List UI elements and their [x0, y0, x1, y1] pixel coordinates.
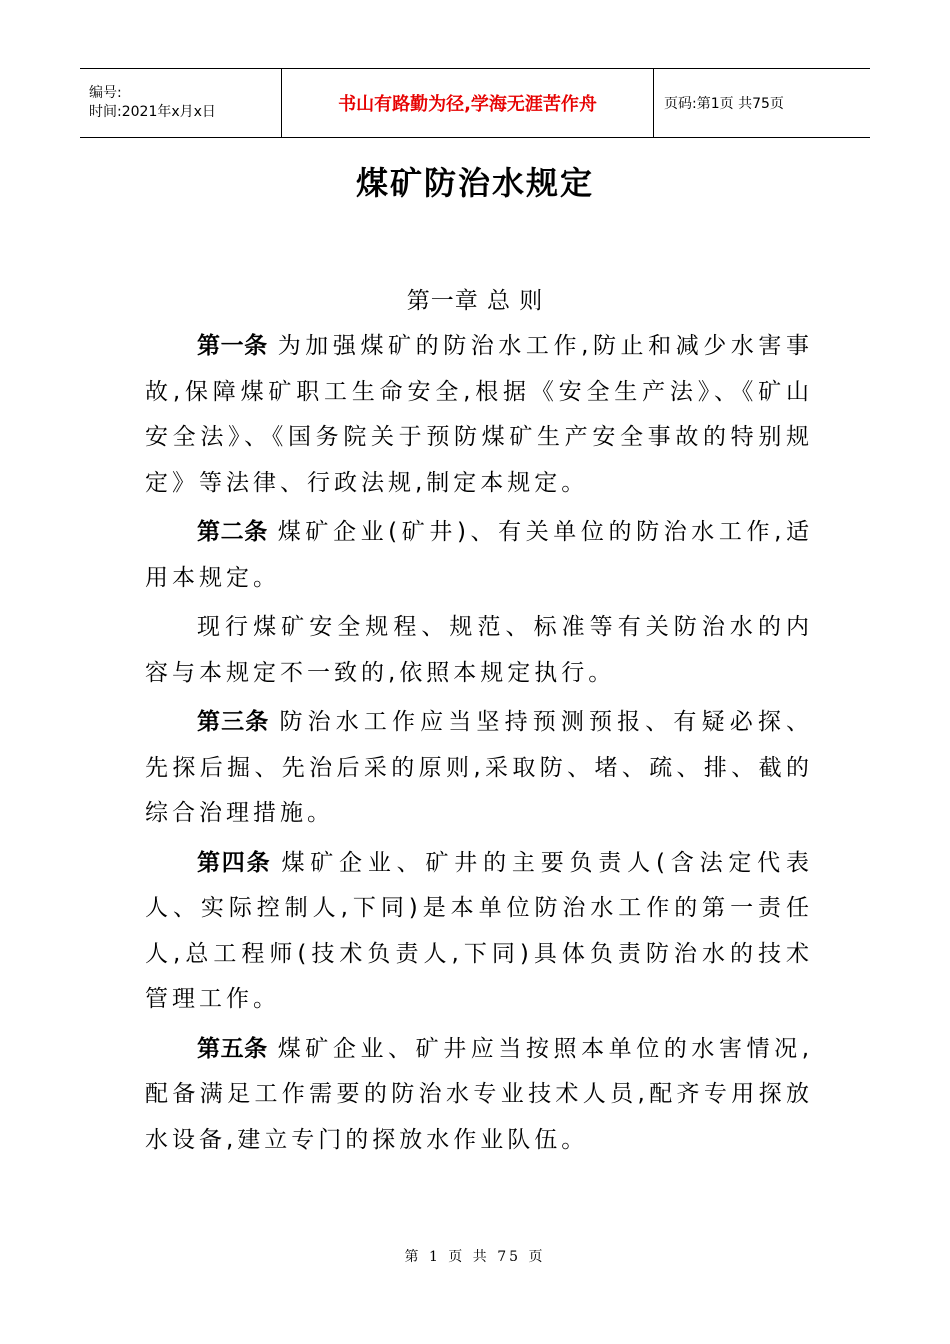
header-meta-cell — [80, 69, 282, 137]
article-label: 第一条 — [197, 333, 268, 359]
motto: 书山有路勤为径,学海无涯苦作舟 — [338, 94, 597, 115]
chapter-title: 第一章 总 则 — [406, 288, 544, 314]
article-text: 煤矿企业(矿井)、有关单位的防治水工作,适用本规定。 — [145, 519, 813, 591]
document-body — [145, 324, 813, 1167]
article-text: 现行煤矿安全规程、规范、标准等有关防治水的内容与本规定不一致的,依照本规定执行。 — [145, 614, 813, 686]
time-label: 时间:2021年x月x日 — [89, 104, 216, 120]
article-label: 第三条 — [197, 709, 270, 735]
article-label: 第二条 — [197, 519, 268, 545]
article-4 — [145, 841, 813, 1023]
article-text: 防治水工作应当坚持预测预报、有疑必探、先探后掘、先治后采的原则,采取防、堵、疏、排、截的综合治理措施。 — [145, 709, 814, 826]
article-2-paragraph-2 — [145, 605, 813, 696]
number-label: 编号: — [89, 85, 122, 101]
article-2 — [145, 510, 813, 601]
header-page-cell — [654, 69, 870, 137]
header-table — [80, 68, 870, 138]
article-5 — [145, 1027, 813, 1164]
article-text: 煤矿企业、矿井的主要负责人(含法定代表人、实际控制人,下同)是本单位防治水工作的第一责任人,总工程师(技术负责人,下同)具体负责防治水的技术管理工作。 — [145, 849, 813, 1012]
article-1 — [145, 324, 813, 506]
document-title: 煤矿防治水规定 — [355, 164, 594, 202]
page-info: 页码:第1页 共75页 — [664, 96, 784, 112]
article-text: 煤矿企业、矿井应当按照本单位的水害情况,配备满足工作需要的防治水专业技术人员,配齐专用探放水设备,建立专门的探放水作业队伍。 — [145, 1035, 814, 1153]
article-text: 为加强煤矿的防治水工作,防止和减少水害事故,保障煤矿职工生命安全,根据《安全生产法》、《矿山安全法》、《国务院关于预防煤矿生产安全事故的特别规定》等法律、行政法规,制定本规定。 — [145, 333, 814, 496]
header-motto-cell — [282, 69, 654, 137]
article-3 — [145, 700, 813, 837]
article-label: 第五条 — [197, 1035, 268, 1062]
article-label: 第四条 — [197, 849, 272, 876]
page-footer: 第 1 页 共 75 页 — [404, 1249, 546, 1265]
